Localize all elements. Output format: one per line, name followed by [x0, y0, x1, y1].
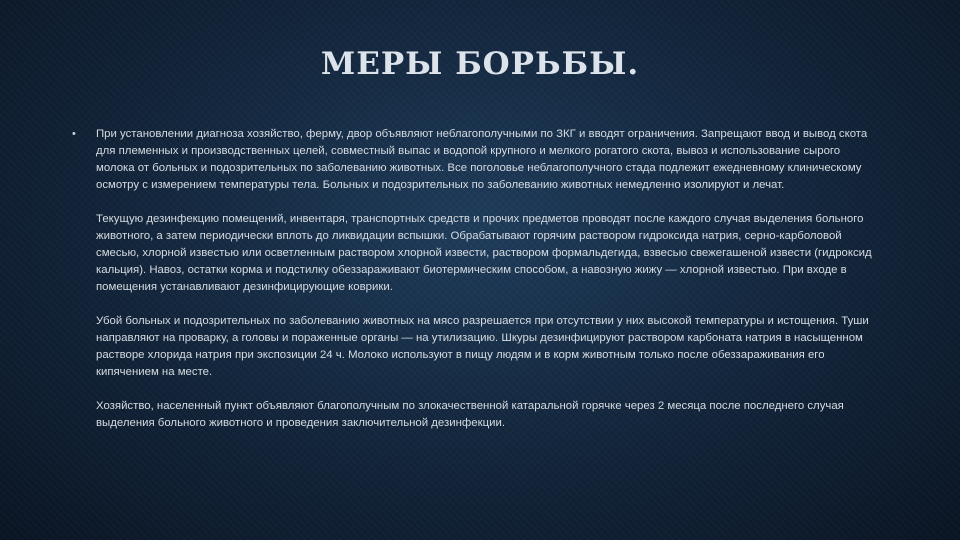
paragraph-slaughter: Убой больных и подозрительных по заболеванию животных на мясо разрешается при отсутствии у них высокой температуры и истощения. Туши направляют на проварку, а головы и пораженные органы — на утилизацию. Шкуры дезинфицируют раствором карбоната натрия в насыщенном растворе хлорида натрия при экспозиции 24 ч. Молоко используют в пищу людям и в корм животным только после обеззараживания его кипячением на месте. [96, 315, 869, 378]
paragraph-recovery: Хозяйство, населенный пункт объявляют благополучным по злокачественной катаральной горячке через 2 месяца после последнего случая выделения больного животного и проведения заключительной дезинфекции. [96, 400, 844, 429]
slide-body [72, 126, 880, 449]
slide-title: МЕРЫ БОРЬБЫ. [320, 46, 640, 82]
paragraph-diagnosis: При установлении диагноза хозяйство, ферму, двор объявляют неблагополучными по ЗКГ и вводят ограничения. Запрещают ввод и вывод скота для племенных и производственных целей, совместный выпас и водопой крупного и мелкого рогатого скота, вывоз и использование сырого молока от больных и подозрительных по заболеванию животных. Все поголовье неблагополучного стада подлежит ежедневному клиническому осмотру с измерением температуры тела. Больных и подозрительных по заболеванию животных немедленно изолируют и лечат. [96, 128, 868, 191]
bullet-marker: • [72, 128, 76, 140]
paragraph-disinfection: Текущую дезинфекцию помещений, инвентаря, транспортных средств и прочих предметов проводят после каждого случая выделения больного животного, а затем периодически вплоть до ликвидации вспышки. Обрабатывают горячим раствором гидроксида натрия, серно-карболовой смесью, хлорной известью или осветленным раствором хлорной извести, раствором формальдегида, взвесью свежегашеной извести (гидроксид кальция). Навоз, остатки корма и подстилку обеззараживают биотермическим способом, а навозную жижу — хлорной известью. При входе в помещения устанавливают дезинфицирующие коврики. [96, 213, 872, 293]
